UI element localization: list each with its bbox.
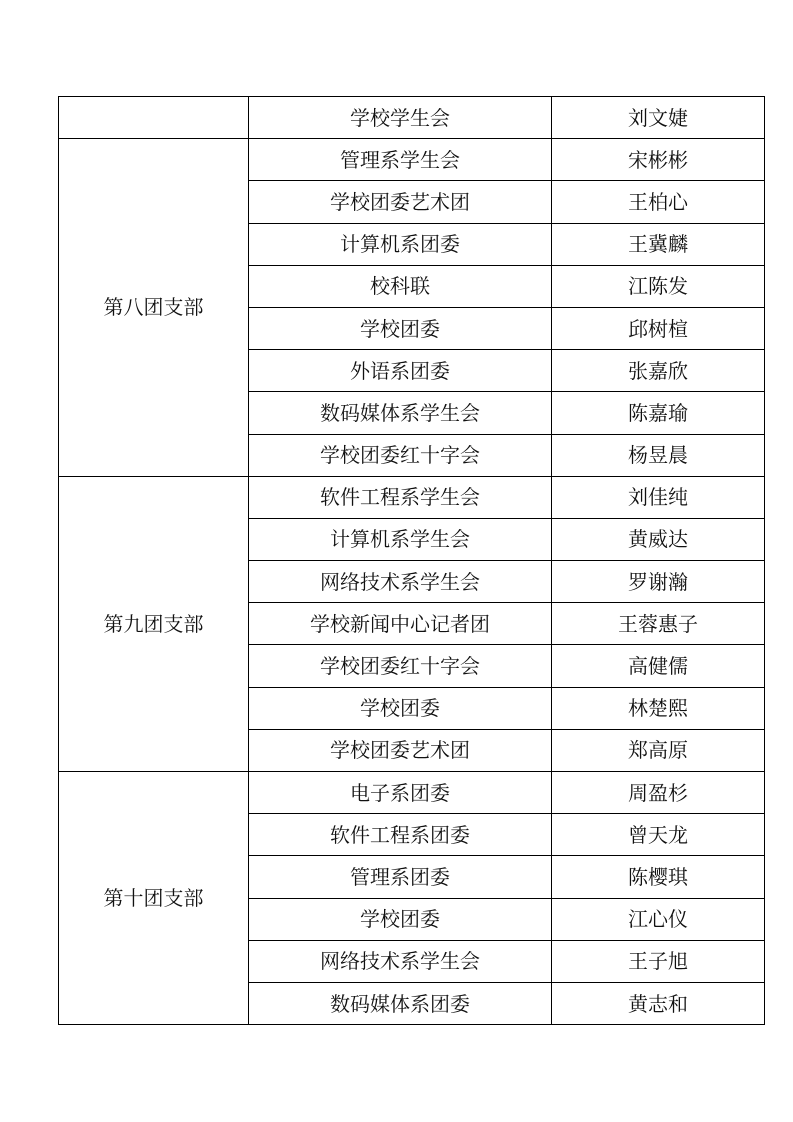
organization-cell: 学校学生会: [249, 97, 552, 139]
branch-cell: 第九团支部: [59, 476, 249, 771]
organization-cell: 软件工程系团委: [249, 814, 552, 856]
organization-cell: 管理系学生会: [249, 139, 552, 181]
table-row: [59, 772, 765, 814]
roster-body: [59, 97, 765, 1025]
organization-cell: 学校团委红十字会: [249, 645, 552, 687]
person-name-cell: 陈樱琪: [552, 856, 765, 898]
organization-cell: 软件工程系学生会: [249, 476, 552, 518]
person-name-cell: 林楚熙: [552, 687, 765, 729]
person-name-cell: 张嘉欣: [552, 350, 765, 392]
person-name-cell: 曾天龙: [552, 814, 765, 856]
person-name-cell: 高健儒: [552, 645, 765, 687]
table-row: [59, 476, 765, 518]
person-name-cell: 杨昱晨: [552, 434, 765, 476]
person-name-cell: 宋彬彬: [552, 139, 765, 181]
branch-cell: [59, 97, 249, 139]
person-name-cell: 江心仪: [552, 898, 765, 940]
organization-cell: 学校团委艺术团: [249, 729, 552, 771]
person-name-cell: 陈嘉瑜: [552, 392, 765, 434]
organization-cell: 网络技术系学生会: [249, 940, 552, 982]
organization-cell: 学校团委艺术团: [249, 181, 552, 223]
table-row: [59, 97, 765, 139]
organization-cell: 管理系团委: [249, 856, 552, 898]
organization-cell: 数码媒体系团委: [249, 982, 552, 1024]
person-name-cell: 王柏心: [552, 181, 765, 223]
person-name-cell: 王子旭: [552, 940, 765, 982]
person-name-cell: 郑高原: [552, 729, 765, 771]
organization-cell: 网络技术系学生会: [249, 561, 552, 603]
person-name-cell: 王冀麟: [552, 223, 765, 265]
person-name-cell: 黄志和: [552, 982, 765, 1024]
organization-cell: 学校团委: [249, 898, 552, 940]
organization-cell: 计算机系团委: [249, 223, 552, 265]
organization-cell: 电子系团委: [249, 772, 552, 814]
organization-cell: 学校团委: [249, 687, 552, 729]
person-name-cell: 刘文婕: [552, 97, 765, 139]
organization-cell: 计算机系学生会: [249, 518, 552, 560]
organization-cell: 学校团委: [249, 307, 552, 349]
organization-cell: 学校新闻中心记者团: [249, 603, 552, 645]
table-row: [59, 139, 765, 181]
person-name-cell: 周盈杉: [552, 772, 765, 814]
organization-cell: 外语系团委: [249, 350, 552, 392]
branch-cell: 第八团支部: [59, 139, 249, 477]
organization-cell: 校科联: [249, 265, 552, 307]
person-name-cell: 罗谢瀚: [552, 561, 765, 603]
branch-cell: 第十团支部: [59, 772, 249, 1025]
person-name-cell: 刘佳纯: [552, 476, 765, 518]
organization-cell: 数码媒体系学生会: [249, 392, 552, 434]
roster-table: [58, 96, 765, 1025]
person-name-cell: 邱树楦: [552, 307, 765, 349]
person-name-cell: 江陈发: [552, 265, 765, 307]
person-name-cell: 黄威达: [552, 518, 765, 560]
person-name-cell: 王蓉惠子: [552, 603, 765, 645]
organization-cell: 学校团委红十字会: [249, 434, 552, 476]
